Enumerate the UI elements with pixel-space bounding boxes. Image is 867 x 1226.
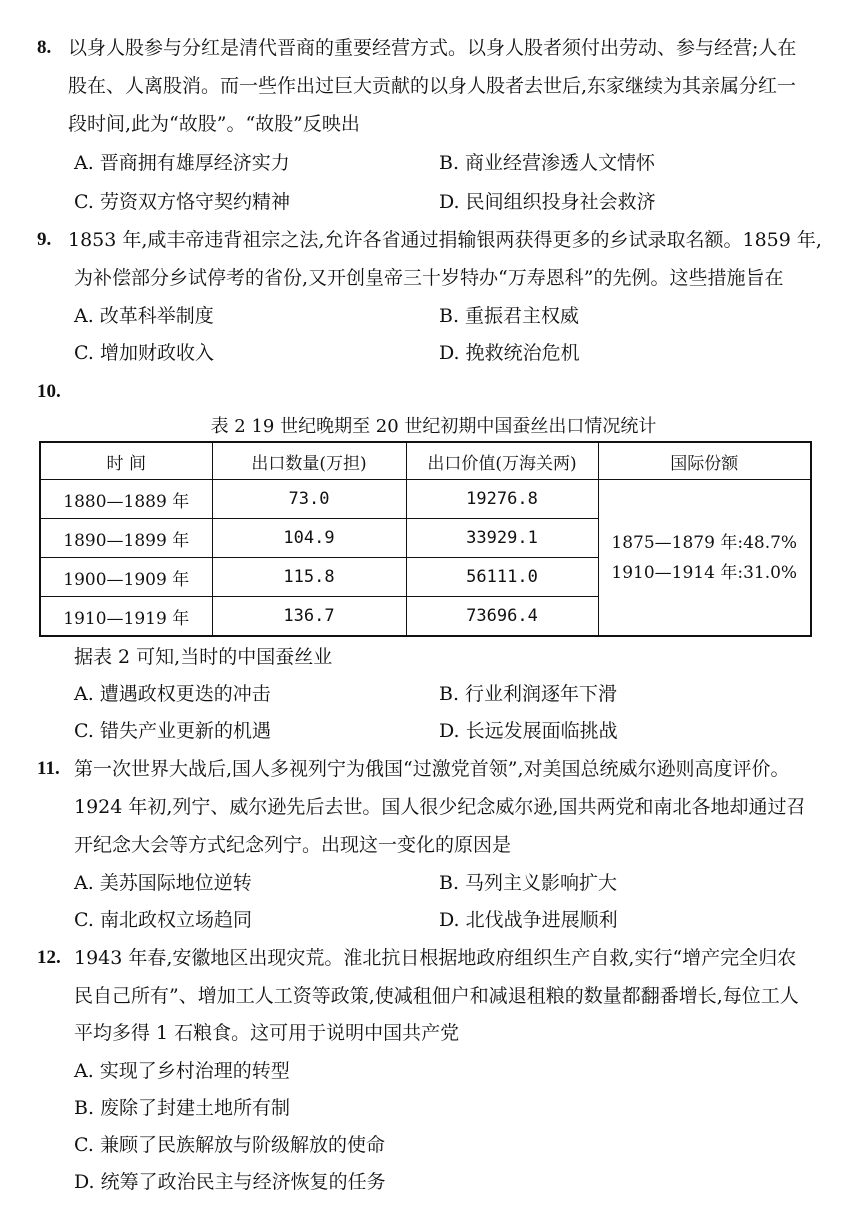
- cell-period: 1900—1909 年: [40, 558, 212, 597]
- cell-value: 73696.4: [406, 597, 598, 637]
- q8-number: 8.: [37, 37, 52, 58]
- header-export-value: 出口价值(万海关两): [406, 442, 598, 480]
- header-time: 时 间: [40, 442, 212, 480]
- cell-value: 33929.1: [406, 519, 598, 558]
- q12-text-line-2: 民自己所有”、增加工人工资等政策,使减租佃户和减退租粮的数量都翻番增长,每位工人: [74, 985, 799, 1007]
- cell-period: 1880—1889 年: [40, 480, 212, 519]
- cell-quantity: 136.7: [212, 597, 406, 637]
- cell-value: 19276.8: [406, 480, 598, 519]
- table-row: [40, 480, 811, 519]
- cell-period: 1890—1899 年: [40, 519, 212, 558]
- cell-quantity: 73.0: [212, 480, 406, 519]
- q12-number: 12.: [37, 947, 61, 968]
- q11-text-line-1: 第一次世界大战后,国人多视列宁为俄国“过激党首领”,对美国总统威尔逊则高度评价。: [74, 758, 790, 780]
- q11-option-a[interactable]: A. 美苏国际地位逆转: [74, 872, 252, 894]
- q10-option-d[interactable]: D. 长远发展面临挑战: [439, 720, 618, 742]
- cell-value: 56111.0: [406, 558, 598, 597]
- q9-option-b[interactable]: B. 重振君主权威: [439, 305, 580, 327]
- cell-international-share: [598, 480, 811, 637]
- q8-option-d[interactable]: D. 民间组织投身社会救济: [439, 191, 656, 213]
- q9-number: 9.: [37, 229, 52, 250]
- share-line-2: 1910—1914 年:31.0%: [611, 562, 798, 583]
- q10-number: 10.: [37, 381, 61, 402]
- q11-option-b[interactable]: B. 马列主义影响扩大: [439, 872, 618, 894]
- q8-text-line-1: 以身人股参与分红是清代晋商的重要经营方式。以身人股者须付出劳动、参与经营;人在: [68, 37, 797, 59]
- q12-option-d[interactable]: D. 统筹了政治民主与经济恢复的任务: [74, 1171, 386, 1193]
- q10-option-b[interactable]: B. 行业利润逐年下滑: [439, 683, 618, 705]
- q9-text-line-1: 1853 年,咸丰帝违背祖宗之法,允许各省通过捐输银两获得更多的乡试录取名额。1859 年,: [68, 229, 822, 251]
- q11-text-line-3: 开纪念大会等方式纪念列宁。出现这一变化的原因是: [74, 834, 512, 856]
- q12-text-line-1: 1943 年春,安徽地区出现灾荒。淮北抗日根据地政府组织生产自救,实行“增产完全归农: [74, 947, 797, 969]
- q11-number: 11.: [37, 758, 60, 779]
- q8-option-c[interactable]: C. 劳资双方恪守契约精神: [74, 191, 290, 213]
- silk-export-table: [39, 441, 812, 637]
- table-header-row: [40, 442, 811, 480]
- q11-option-d[interactable]: D. 北伐战争进展顺利: [439, 909, 618, 931]
- header-international-share: 国际份额: [598, 442, 811, 480]
- q12-option-a[interactable]: A. 实现了乡村治理的转型: [74, 1060, 290, 1082]
- cell-quantity: 115.8: [212, 558, 406, 597]
- header-export-quantity: 出口数量(万担): [212, 442, 406, 480]
- q10-stem: 据表 2 可知,当时的中国蚕丝业: [74, 646, 333, 668]
- q9-option-a[interactable]: A. 改革科举制度: [74, 305, 214, 327]
- q8-text-line-2: 股在、人离股消。而一些作出过巨大贡献的以身人股者去世后,东家继续为其亲属分红一: [68, 75, 797, 97]
- q10-option-c[interactable]: C. 错失产业更新的机遇: [74, 720, 271, 742]
- q9-option-c[interactable]: C. 增加财政收入: [74, 342, 214, 364]
- q8-option-b[interactable]: B. 商业经营渗透人文情怀: [439, 152, 656, 174]
- q12-option-b[interactable]: B. 废除了封建土地所有制: [74, 1097, 291, 1119]
- cell-quantity: 104.9: [212, 519, 406, 558]
- q8-option-a[interactable]: A. 晋商拥有雄厚经济实力: [74, 152, 290, 174]
- q9-text-line-2: 为补偿部分乡试停考的省份,又开创皇帝三十岁特办“万寿恩科”的先例。这些措施旨在: [74, 267, 784, 289]
- q10-option-a[interactable]: A. 遭遇政权更迭的冲击: [74, 683, 271, 705]
- q12-option-c[interactable]: C. 兼顾了民族解放与阶级解放的使命: [74, 1134, 385, 1156]
- cell-period: 1910—1919 年: [40, 597, 212, 637]
- q8-text-line-3: 段时间,此为“故股”。“故股”反映出: [68, 113, 360, 135]
- share-line-1: 1875—1879 年:48.7%: [611, 532, 798, 553]
- q11-text-line-2: 1924 年初,列宁、威尔逊先后去世。国人很少纪念威尔逊,国共两党和南北各地却通过召: [74, 796, 806, 818]
- q12-text-line-3: 平均多得 1 石粮食。这可用于说明中国共产党: [74, 1022, 460, 1044]
- q9-option-d[interactable]: D. 挽救统治危机: [439, 342, 580, 364]
- table-caption: 表 2 19 世纪晚期至 20 世纪初期中国蚕丝出口情况统计: [210, 416, 657, 437]
- q11-option-c[interactable]: C. 南北政权立场趋同: [74, 909, 252, 931]
